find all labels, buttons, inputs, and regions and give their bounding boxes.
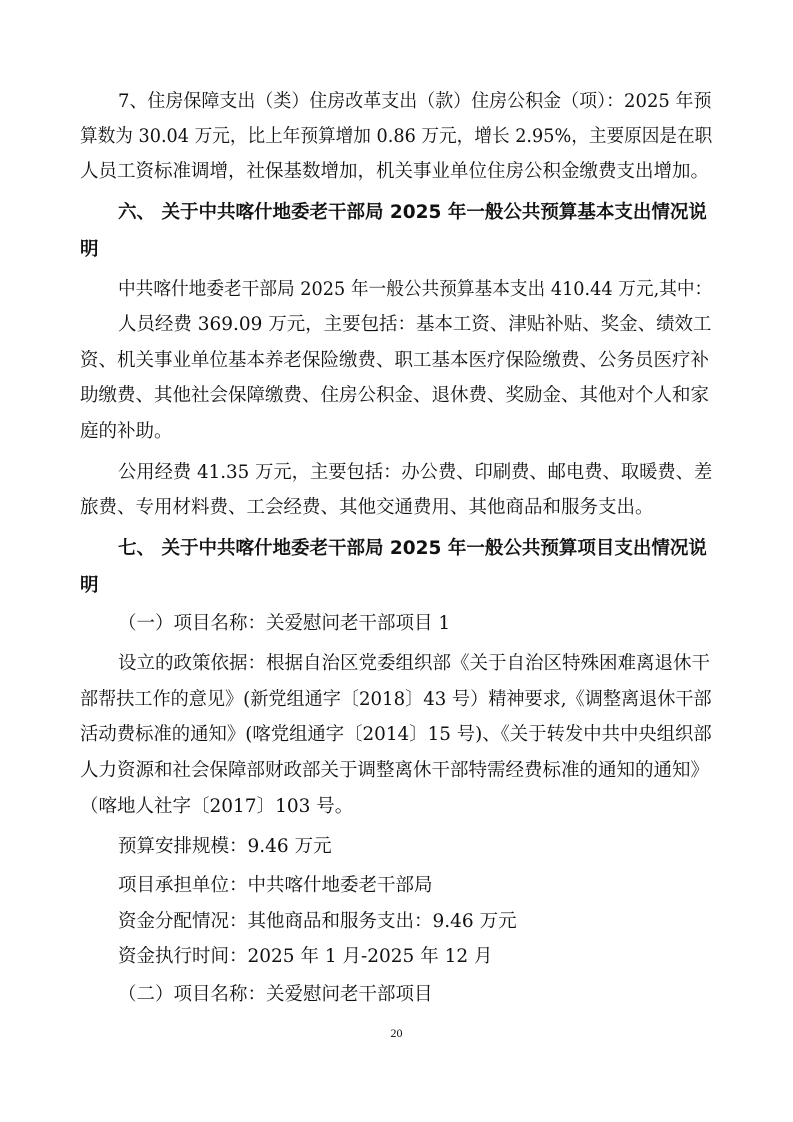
document-page: 7、住房保障支出（类）住房改革支出（款）住房公积金（项）：2025 年预 算数为 30.04 万元，比上年预算增加 0.86 万元，增长 2.95%，主要原因是在职 人员工资标准调增，社保基数增加，机关事业单位住房公积金缴费支出增加。 六、 关于中共喀什地委老干部局 2025 年一般公共预算基本支出情况说 明 中共喀什地委老干部局 2025 年一般公共预算基本支出 410.44 万元,其中： 人员经费 369.09 万元，主要包括：基本工资、津贴补贴、奖金、绩效工 资、机关事业单位基本养老保险缴费、职工基本医疗保险缴费、公务员医疗补 助缴费、其他社会保障缴费、住房公积金、退休费、奖励金、其他对个人和家 庭的补助。 公用经费 41.35 万元，主要包括：办公费、印刷费、邮电费、取暖费、差 旅费、专用材料费、工会经费、其他交通费用、其他商品和服务支出。 七、 关于中共喀什地委老干部局 2025 年一般公共预算项目支出情况说 明 （一）项目名称：关爱慰问老干部项目 1 设立的政策依据：根据自治区党委组织部《关于自治区特殊困难离退休干 部帮扶工作的意见》(新党组通字〔2018〕43 号）精神要求,《调整离退休干部 活动费标准的通知》(喀党组通字〔2014〕15 号)、《关于转发中共中央组织部 人力资源和社会保障部财政部关于调整离休干部特需经费标准的通知的通知》 （喀地人社字〔2017〕103 号。 预算安排规模：9.46 万元 项目承担单位：中共喀什地委老干部局 资金分配情况：其他商品和服务支出：9.46 万元 资金执行时间：2025 年 1 月-2025 年 12 月 （二）项目名称：关爱慰问老干部项目 20 xyxy=(0,0,793,1122)
page-number: 20 xyxy=(390,1026,403,1040)
